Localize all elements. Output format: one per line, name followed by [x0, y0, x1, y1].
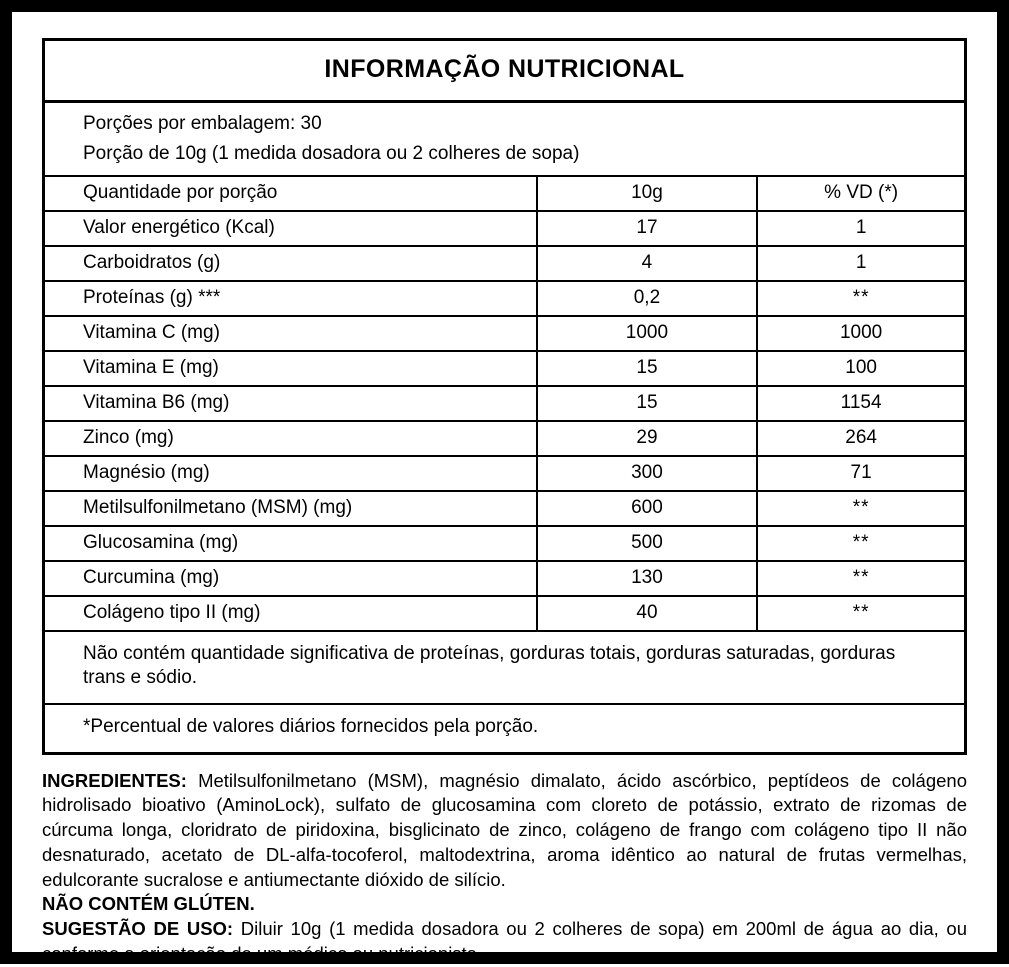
nutrient-amount: 0,2 [537, 281, 758, 316]
table-row [45, 281, 964, 316]
nutrient-name: Vitamina E (mg) [45, 351, 537, 386]
serving-info-block [45, 103, 964, 177]
nutrient-amount: 130 [537, 561, 758, 596]
ingredients-heading: INGREDIENTES: [42, 769, 187, 791]
nutrient-name: Glucosamina (mg) [45, 526, 537, 561]
usage-paragraph [42, 917, 967, 967]
usage-text: Diluir 10g (1 medida dosadora ou 2 colheres de sopa) em 200ml de água ao dia, ou conforme a orientação de um médico ou nutricionista. [42, 918, 967, 965]
nutrient-name: Vitamina B6 (mg) [45, 386, 537, 421]
table-row [45, 456, 964, 491]
usage-heading: SUGESTÃO DE USO: [42, 918, 234, 940]
nutrient-amount: 40 [537, 596, 758, 631]
nutrient-name: Zinco (mg) [45, 421, 537, 456]
table-row [45, 351, 964, 386]
table-row [45, 316, 964, 351]
nutrient-name: Carboidratos (g) [45, 246, 537, 281]
table-row [45, 386, 964, 421]
servings-per-package: Porções por embalagem: 30 [83, 113, 322, 134]
nutrition-facts-table [42, 38, 967, 755]
table-row [45, 491, 964, 526]
nutrient-amount: 15 [537, 386, 758, 421]
nutrient-amount: 1000 [537, 316, 758, 351]
nutrient-dv: ** [757, 281, 964, 316]
nutrient-dv: ** [757, 561, 964, 596]
ingredients-paragraph [42, 769, 967, 893]
nutrient-name: Curcumina (mg) [45, 561, 537, 596]
table-row [45, 526, 964, 561]
gluten-statement: NÃO CONTÉM GLÚTEN. [42, 893, 255, 915]
nutrients-grid [45, 177, 964, 632]
nutrient-amount: 29 [537, 421, 758, 456]
nutrient-name: Colágeno tipo II (mg) [45, 596, 537, 631]
nutrient-dv: 1154 [757, 386, 964, 421]
nutrient-dv: ** [757, 491, 964, 526]
table-row [45, 211, 964, 246]
table-row [45, 246, 964, 281]
nutrient-dv: 1000 [757, 316, 964, 351]
column-header-nutrient: Quantidade por porção [45, 177, 537, 211]
table-row [45, 561, 964, 596]
nutrient-dv: 71 [757, 456, 964, 491]
table-row [45, 421, 964, 456]
nutrient-dv: 100 [757, 351, 964, 386]
serving-size: Porção de 10g (1 medida dosadora ou 2 colheres de sopa) [83, 142, 580, 164]
table-header-row [45, 177, 964, 211]
footnote-no-significant-amounts: Não contém quantidade significativa de proteínas, gorduras totais, gorduras saturadas, gorduras trans e sódio. [45, 632, 964, 705]
nutrient-amount: 17 [537, 211, 758, 246]
nutrient-dv: ** [757, 526, 964, 561]
ingredients-text: Metilsulfonilmetano (MSM), magnésio dimalato, ácido ascórbico, peptídeos de colágeno hidrolisado bioativo (AminoLock), sulfato de glucosamina com cloreto de potássio, extrato de rizomas de cúrcuma longa, cloridrato de piridoxina, bisglicinato de zinco, colágeno de frango com colágeno tipo II não desnaturado, acetato de DL-alfa-tocoferol, maltodextrina, aroma idêntico ao natural de frutas vermelhas, edulcorante sucralose e antiumectante dióxido de silício. [42, 769, 967, 890]
nutrient-amount: 300 [537, 456, 758, 491]
nutrient-amount: 500 [537, 526, 758, 561]
nutrient-dv: ** [757, 596, 964, 631]
nutrient-amount: 4 [537, 246, 758, 281]
nutrient-name: Proteínas (g) *** [45, 281, 537, 316]
column-header-dv: % VD (*) [757, 177, 964, 211]
nutrient-amount: 15 [537, 351, 758, 386]
nutrient-name: Valor energético (Kcal) [45, 211, 537, 246]
nutrient-amount: 600 [537, 491, 758, 526]
table-row [45, 596, 964, 631]
ingredients-block [42, 769, 967, 967]
nutrient-dv: 264 [757, 421, 964, 456]
nutrient-dv: 1 [757, 246, 964, 281]
nutrient-name: Metilsulfonilmetano (MSM) (mg) [45, 491, 537, 526]
nutrition-table-title: INFORMAÇÃO NUTRICIONAL [45, 41, 964, 103]
column-header-amount: 10g [537, 177, 758, 211]
nutrient-dv: 1 [757, 211, 964, 246]
nutrient-name: Magnésio (mg) [45, 456, 537, 491]
footnote-daily-values: *Percentual de valores diários fornecidos pela porção. [83, 715, 539, 737]
nutrient-name: Vitamina C (mg) [45, 316, 537, 351]
